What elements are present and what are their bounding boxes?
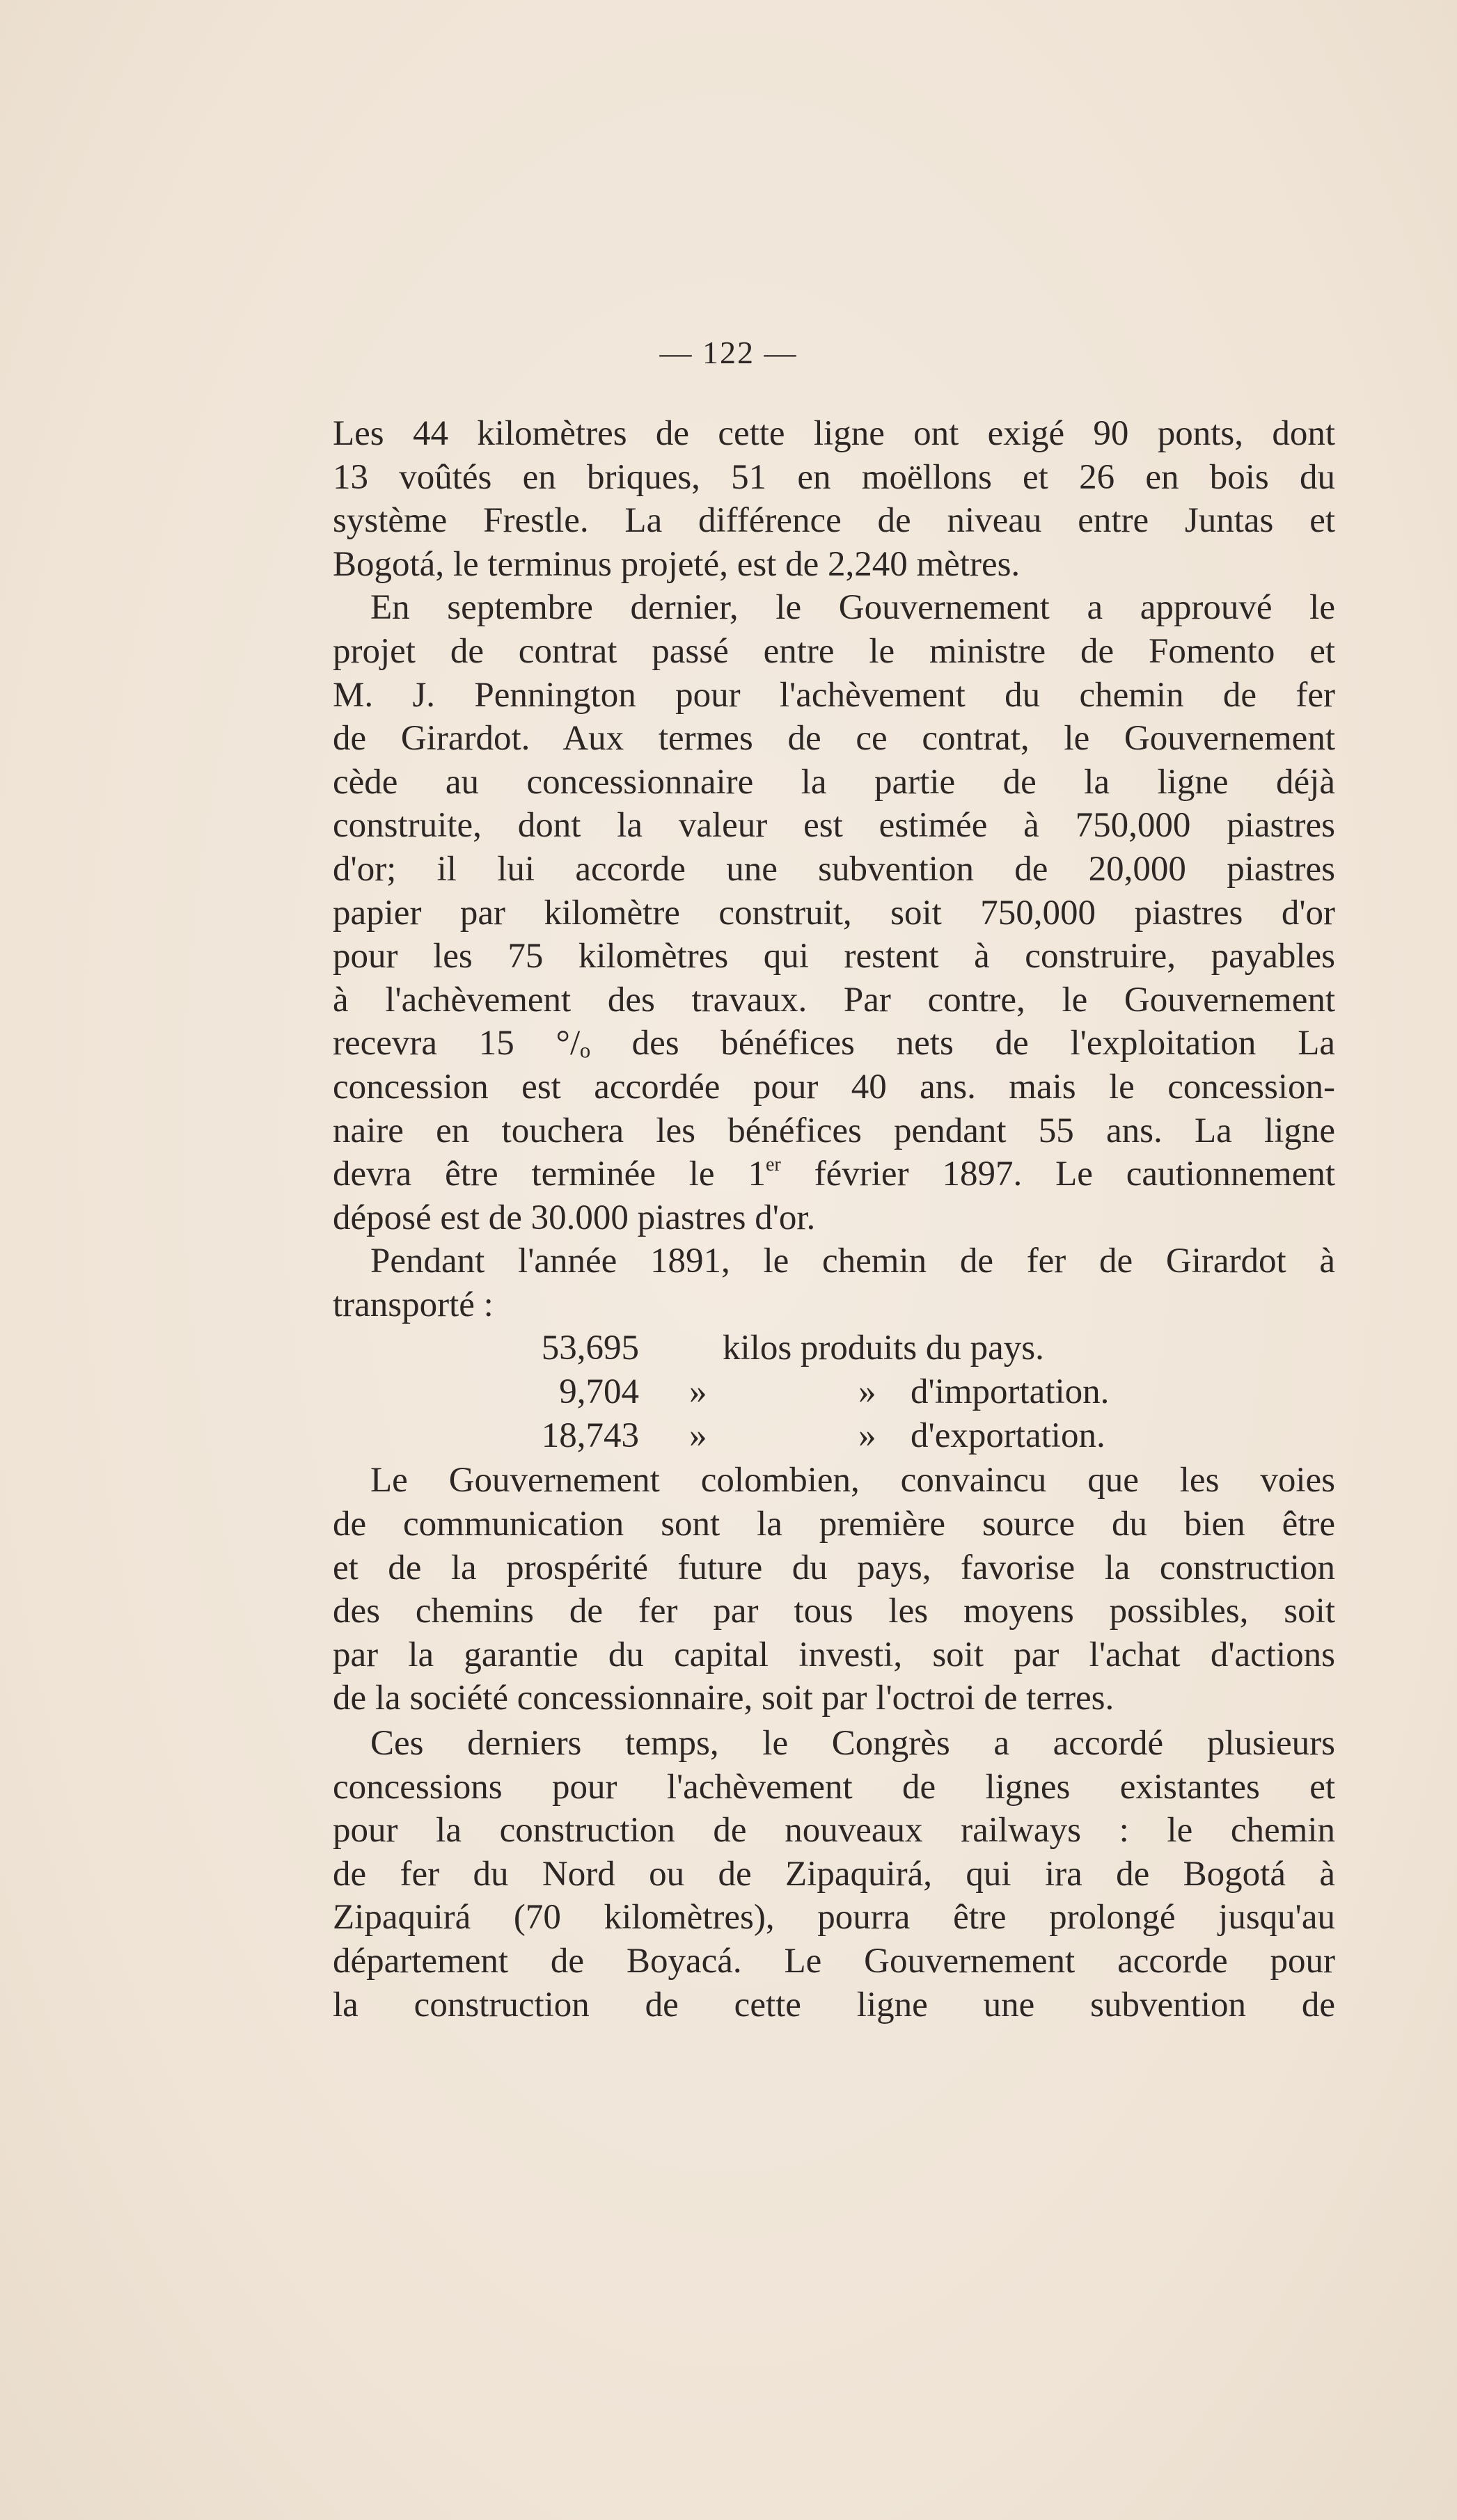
paragraph-3 xyxy=(333,1239,1335,1326)
text-line: recevra 15 °/ₒ des bénéfices nets de l'exploitation La xyxy=(333,1024,1335,1063)
text-line: Le Gouvernement colombien, convaincu que les voies xyxy=(370,1461,1335,1500)
text-line: et de la prospérité future du pays, favorise la construction xyxy=(333,1548,1335,1587)
text-line: pour la construction de nouveaux railways : le chemin xyxy=(333,1811,1335,1851)
paragraph-2 xyxy=(333,586,1335,1239)
text-line: transporté : xyxy=(333,1285,494,1324)
table-description: d'exportation. xyxy=(911,1416,1105,1456)
text-line: par la garantie du capital investi, soit par l'achat d'actions xyxy=(333,1635,1335,1674)
text-line: Bogotá, le terminus projeté, est de 2,240 mètres. xyxy=(333,544,1021,584)
ditto-mark: » xyxy=(689,1372,707,1412)
text-line: à l'achèvement des travaux. Par contre, le Gouvernement xyxy=(333,980,1335,1020)
text-line: naire en touchera les bénéfices pendant 55 ans. La ligne xyxy=(333,1111,1335,1150)
text-line: pour les 75 kilomètres qui restent à construire, payables xyxy=(333,937,1335,976)
text-line: M. J. Pennington pour l'achèvement du chemin de fer xyxy=(333,675,1335,715)
text-line: concession est accordée pour 40 ans. mais le concession- xyxy=(333,1067,1335,1107)
text-line: Les 44 kilomètres de cette ligne ont exigé 90 ponts, dont xyxy=(333,414,1335,453)
text-line: de communication sont la première source du bien être xyxy=(333,1505,1335,1544)
paragraph-4 xyxy=(333,1459,1335,1720)
text-line: concessions pour l'achèvement de lignes existantes et xyxy=(333,1767,1335,1807)
text-line: projet de contrat passé entre le ministre de Fomento et xyxy=(333,631,1335,671)
table-row xyxy=(333,1370,1335,1414)
paragraph-5 xyxy=(333,1722,1335,2027)
text-line: 13 voûtés en briques, 51 en moëllons et 26 en bois du xyxy=(333,457,1335,497)
text-line: papier par kilomètre construit, soit 750,000 piastres d'or xyxy=(333,893,1335,933)
text-line: la construction de cette ligne une subvention de xyxy=(333,1985,1335,2024)
table-row xyxy=(333,1414,1335,1458)
text-line: cède au concessionnaire la partie de la ligne déjà xyxy=(333,762,1335,802)
table-description: kilos produits du pays. xyxy=(723,1329,1044,1368)
text-line: de la société concessionnaire, soit par l'octroi de terres. xyxy=(333,1679,1115,1718)
text-line: construite, dont la valeur est estimée à 750,000 piastres xyxy=(333,806,1335,846)
text-line: des chemins de fer par tous les moyens possibles, soit xyxy=(333,1592,1335,1631)
text-line: En septembre dernier, le Gouvernement a approuvé le xyxy=(370,588,1335,628)
table-value: 18,743 xyxy=(541,1416,639,1456)
text-fragment: février 1897. Le cautionnement xyxy=(780,1155,1335,1194)
table-value: 53,695 xyxy=(541,1329,639,1368)
ditto-mark: » xyxy=(858,1416,876,1456)
text-line: Zipaquirá (70 kilomètres), pourra être prolongé jusqu'au xyxy=(333,1898,1335,1937)
text-line: d'or; il lui accorde une subvention de 20,000 piastres xyxy=(333,849,1335,889)
ditto-mark: » xyxy=(689,1416,707,1456)
text-fragment: devra être terminée le 1 xyxy=(333,1155,766,1194)
table-value: 9,704 xyxy=(559,1372,639,1412)
text-line xyxy=(333,1152,1335,1196)
text-line: Pendant l'année 1891, le chemin de fer de Girardot à xyxy=(370,1242,1335,1281)
body-text xyxy=(333,412,1335,2027)
text-line: département de Boyacá. Le Gouvernement accorde pour xyxy=(333,1942,1335,1981)
table-row xyxy=(333,1326,1335,1370)
superscript-er: er xyxy=(765,1154,781,1176)
text-line: de Girardot. Aux termes de ce contrat, le Gouvernement xyxy=(333,719,1335,759)
text-line: système Frestle. La différence de niveau entre Juntas et xyxy=(333,501,1335,541)
paragraph-1 xyxy=(333,412,1335,586)
text-line: déposé est de 30.000 piastres d'or. xyxy=(333,1198,816,1237)
text-line: Ces derniers temps, le Congrès a accordé plusieurs xyxy=(370,1724,1335,1764)
ditto-mark: » xyxy=(858,1372,876,1412)
transport-table xyxy=(333,1326,1335,1459)
page-number: — 122 — xyxy=(659,335,798,370)
text-line: de fer du Nord ou de Zipaquirá, qui ira de Bogotá à xyxy=(333,1854,1335,1894)
table-description: d'importation. xyxy=(911,1372,1110,1412)
